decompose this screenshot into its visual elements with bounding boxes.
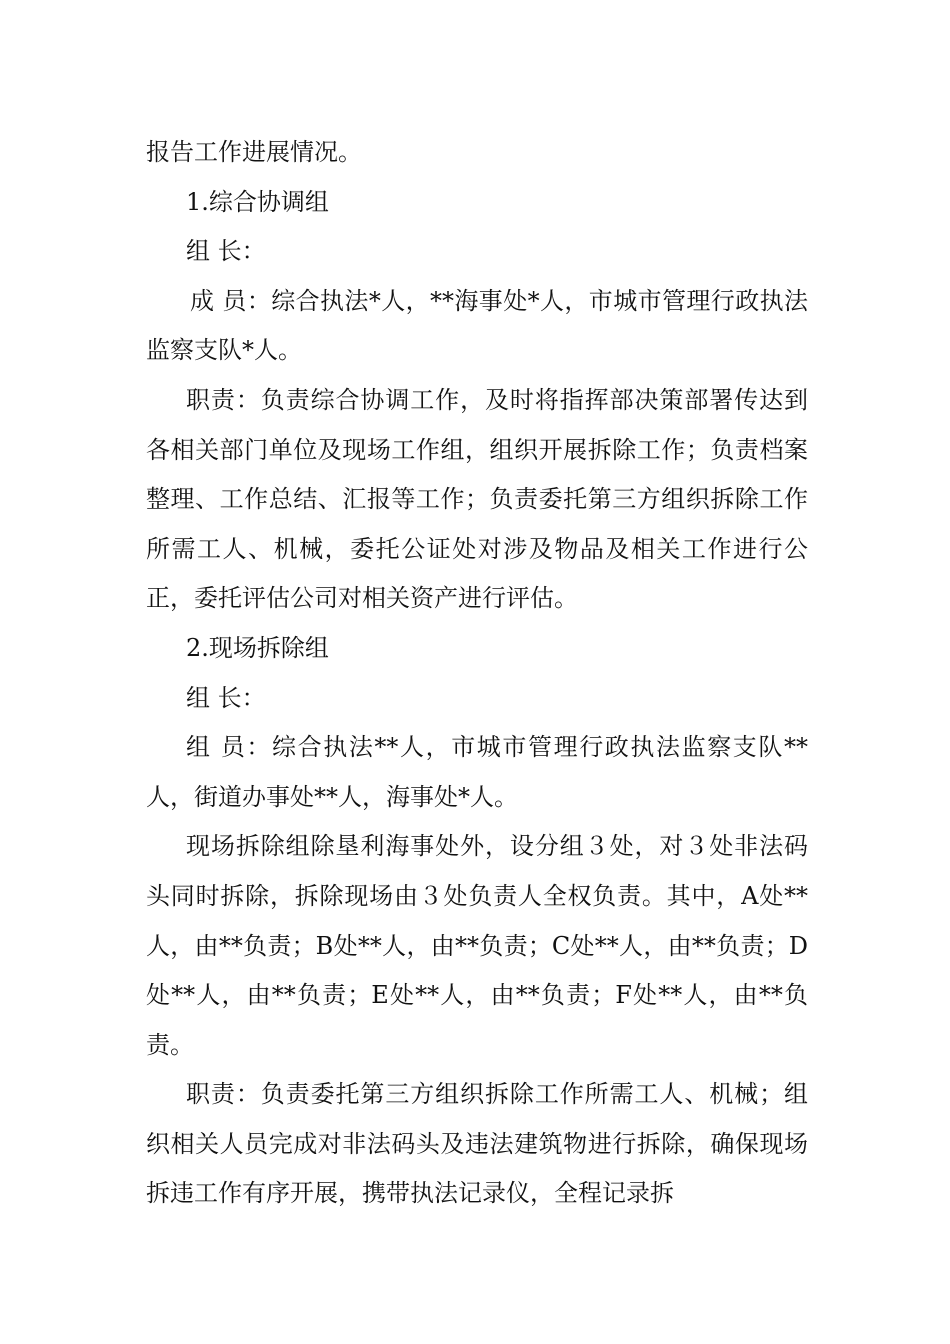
heading-demolition-group: 2.现场拆除组 <box>186 633 329 662</box>
paragraph-report-progress: 报告工作进展情况。 <box>146 138 362 166</box>
demolition-group-members: 组 员：综合执法**人，市城市管理行政执法监察支队**人，街道办事处**人，海事处*人。 <box>146 733 808 811</box>
demolition-group-leader: 组 长： <box>186 683 266 712</box>
demolition-group-duties: 职责：负责委托第三方组织拆除工作所需工人、机械；组织相关人员完成对非法码头及违法建筑物进行拆除，确保现场拆违工作有序开展，携带执法记录仪，全程记录拆 <box>146 1080 808 1208</box>
coordination-group-leader: 组 长： <box>186 237 266 266</box>
coordination-group-members: 成 员：综合执法*人，**海事处*人，市城市管理行政执法监察支队*人。 <box>146 286 808 365</box>
body-text <box>146 128 808 1219</box>
coordination-group-duties: 职责：负责综合协调工作，及时将指挥部决策部署传达到各相关部门单位及现场工作组，组织开展拆除工作；负责档案整理、工作总结、汇报等工作；负责委托第三方组织拆除工作所需工人、机械，委托公证处对涉及物品及相关工作进行公正，委托评估公司对相关资产进行评估。 <box>146 385 808 613</box>
demolition-group-subgroups: 现场拆除组除垦利海事处外，设分组３处，对３处非法码头同时拆除，拆除现场由３处负责人全权负责。其中，A处**人，由**负责；B处**人，由**负责；C处**人，由**负责；D处**人，由**负责；E处**人，由**负责；F处**人，由**负责。 <box>146 832 808 1059</box>
heading-coordination-group: 1.综合协调组 <box>186 187 329 216</box>
